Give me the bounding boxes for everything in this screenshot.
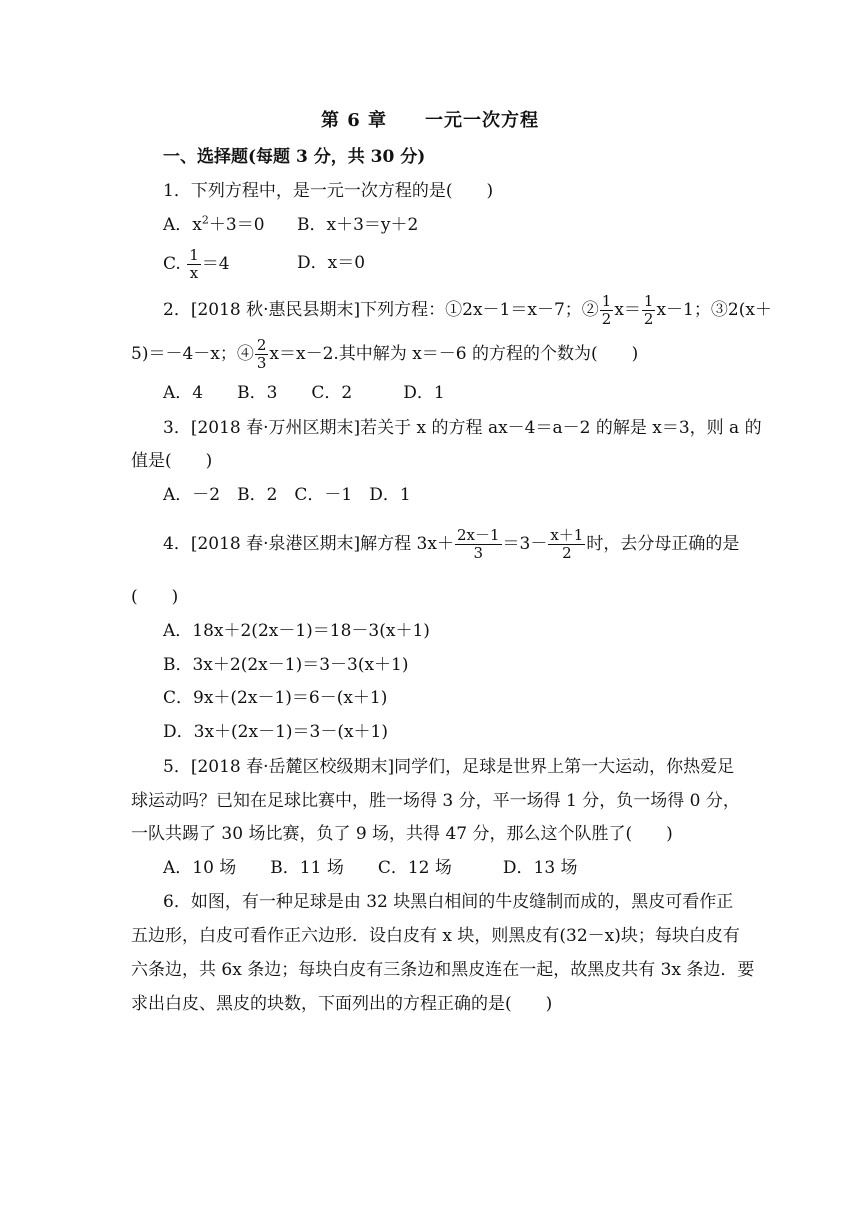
q2-f3-num: 2 <box>256 336 267 354</box>
question-5-options: A．10 场 B．11 场 C．12 场 D．13 场 <box>163 858 578 878</box>
q1-c-post: ＝4 <box>201 254 230 274</box>
question-6-line-4: 求出白皮、黑皮的块数，下面列出的方程正确的是( ) <box>131 994 553 1014</box>
q2-f1-den: 2 <box>601 310 612 328</box>
q4-f1-num: 2x－1 <box>456 526 500 544</box>
question-4-option-c: C．9x＋(2x－1)＝6－(x＋1) <box>163 688 388 708</box>
question-3-line-1: 3．[2018 春·万州区期末]若关于 x 的方程 ax－4＝a－2 的解是 x＝3，则 a 的 <box>163 418 762 438</box>
q4-f2-den: 2 <box>562 544 572 562</box>
question-1-option-c <box>163 248 230 281</box>
q1-a-post: ＋3＝0 <box>208 215 265 235</box>
chapter-title: 第 6 章 一元一次方程 <box>320 110 540 131</box>
q4-f2-num: x＋1 <box>550 526 584 544</box>
question-2-line-1 <box>163 294 772 327</box>
section-heading: 一、选择题(每题 3 分，共 30 分) <box>163 147 426 167</box>
question-4-option-d: D．3x＋(2x－1)＝3－(x＋1) <box>163 722 389 742</box>
question-5-line-2: 球运动吗？已知在足球比赛中，胜一场得 3 分，平一场得 1 分，负一场得 0 分， <box>131 791 740 811</box>
question-3-options: A．－2 B．2 C．－1 D．1 <box>163 485 411 505</box>
q2-f3-den: 3 <box>256 354 267 372</box>
question-4-line-1 <box>163 528 739 561</box>
q4-f1-den: 3 <box>473 544 484 562</box>
question-1-option-b: B．x＋3＝y＋2 <box>297 215 419 235</box>
q2-text-a: 2．[2018 秋·惠民县期末]下列方程：①2x－1＝x－7；② <box>163 300 599 320</box>
question-6-line-2: 五边形，白皮可看作正六边形．设白皮有 x 块，则黑皮有(32－x)块；每块白皮有 <box>131 926 740 946</box>
q4-text-a: 4．[2018 春·泉港区期末]解方程 3x＋ <box>163 534 454 554</box>
q1-a-exponent: 2 <box>201 213 209 227</box>
question-1-option-a <box>163 214 265 236</box>
q2-fraction-2 <box>642 294 656 327</box>
question-6-line-1: 6．如图，有一种足球是由 32 块黑白相间的牛皮缝制而成的，黑皮可看作正 <box>163 892 734 912</box>
q2-fraction-1 <box>600 294 614 327</box>
q1-c-label: C. <box>163 254 181 274</box>
question-5-line-1: 5．[2018 春·岳麓区校级期末]同学们，足球是世界上第一大运动，你热爱足 <box>163 757 735 777</box>
q1-a-pre: A．x <box>163 215 202 235</box>
q2-text-e: x＝x－2.其中解为 x＝－6 的方程的个数为( ) <box>269 344 639 364</box>
q2-text-c: x－1；③2(x＋ <box>656 300 772 320</box>
q2-fraction-3 <box>255 338 269 371</box>
q2-text-b: x＝ <box>614 300 641 320</box>
question-4-line-2: ( ) <box>131 587 179 607</box>
question-3-line-2: 值是( ) <box>131 451 213 471</box>
q4-fraction-2 <box>548 528 585 561</box>
question-6-line-3: 六条边，共 6x 条边；每块白皮有三条边和黑皮连在一起，故黑皮共有 3x 条边．要 <box>131 960 755 980</box>
q1-c-numerator: 1 <box>189 246 199 264</box>
q4-text-b: ＝3－ <box>502 534 548 554</box>
q4-fraction-1 <box>455 528 502 561</box>
q4-text-c: 时，去分母正确的是 <box>586 534 740 554</box>
question-1-stem: 1．下列方程中，是一元一次方程的是( ) <box>163 181 494 201</box>
q2-f2-num: 1 <box>643 292 654 310</box>
q1-c-denominator: x <box>189 264 199 282</box>
q1-c-fraction <box>187 248 201 281</box>
q2-f1-num: 1 <box>601 292 612 310</box>
question-4-option-a: A．18x＋2(2x－1)＝18－3(x＋1) <box>163 621 430 641</box>
question-5-line-3: 一队共踢了 30 场比赛，负了 9 场，共得 47 分，那么这个队胜了( ) <box>131 824 673 844</box>
question-4-option-b: B．3x＋2(2x－1)＝3－3(x＋1) <box>163 655 409 675</box>
question-2-line-2 <box>131 338 638 371</box>
q2-text-d: 5)＝－4－x；④ <box>131 344 254 364</box>
question-1-option-d: D．x＝0 <box>297 253 366 273</box>
q2-f2-den: 2 <box>643 310 654 328</box>
question-2-options: A．4 B．3 C．2 D．1 <box>163 383 445 403</box>
